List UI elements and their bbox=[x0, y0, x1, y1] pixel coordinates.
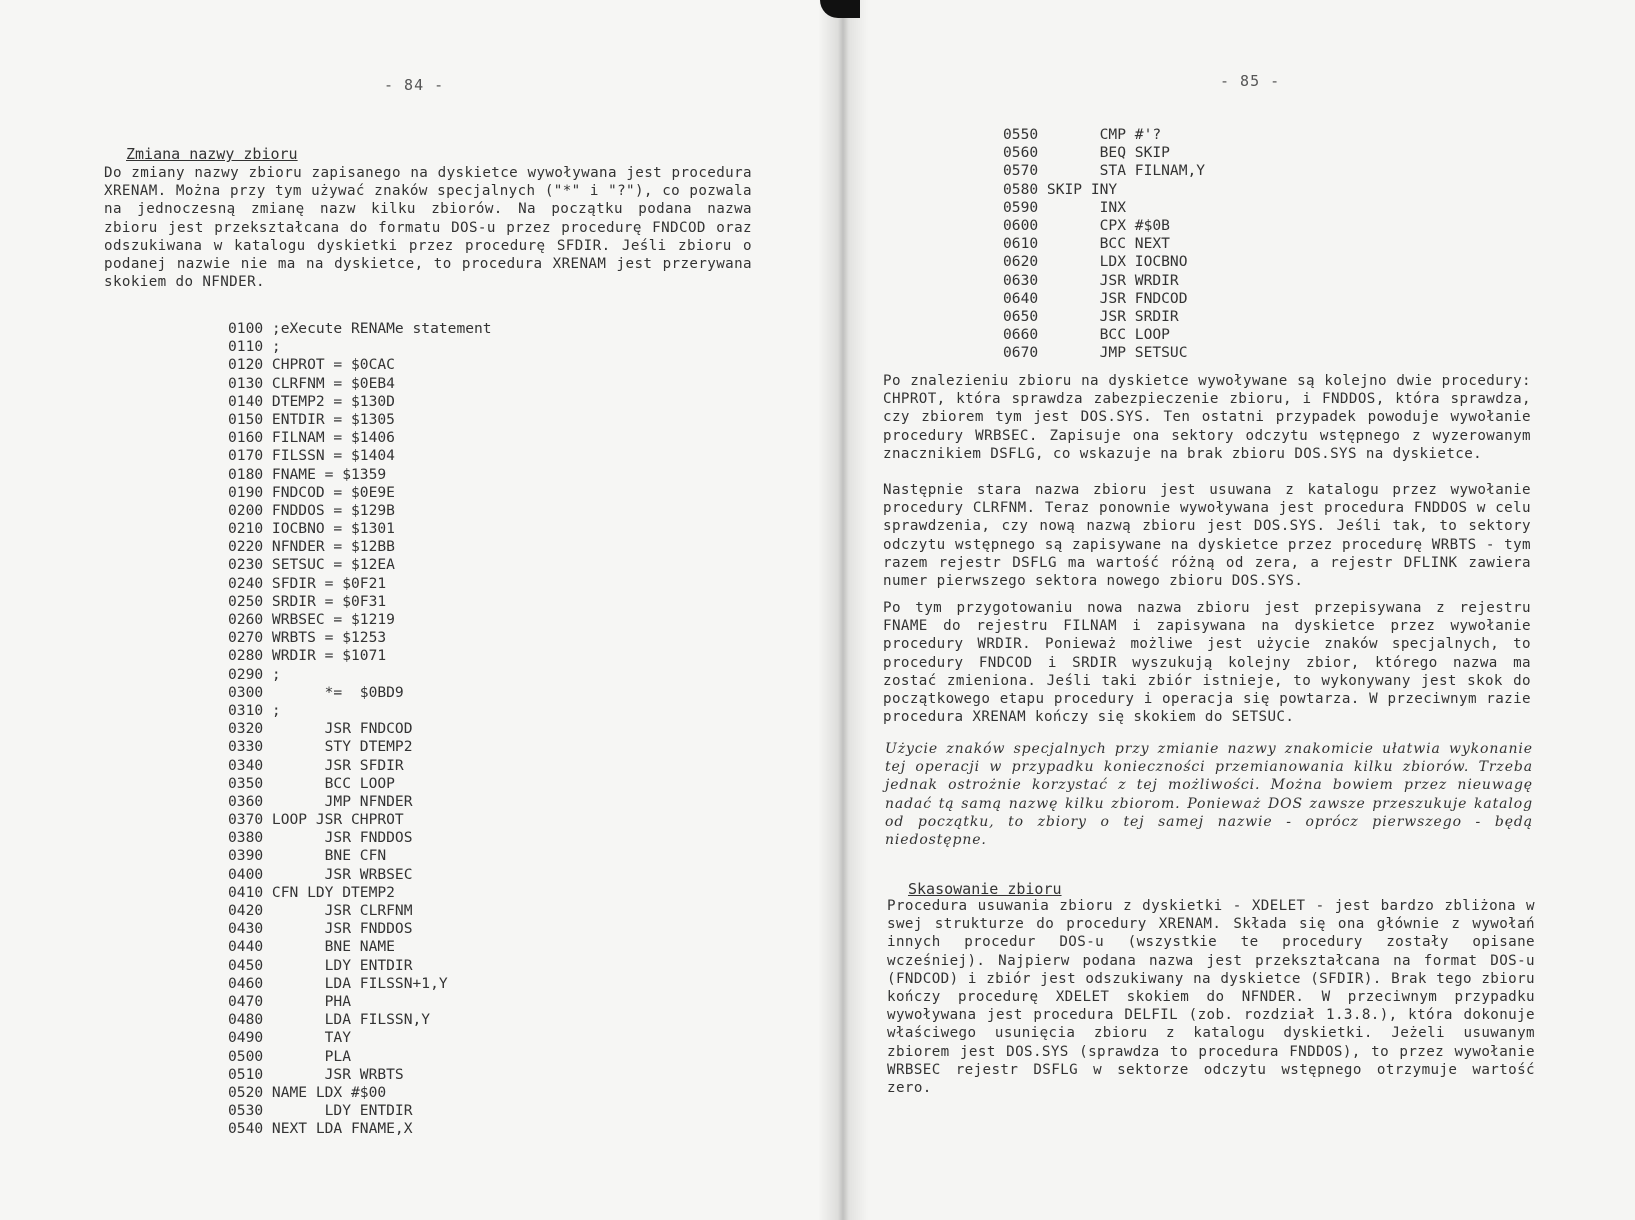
section-heading: Skasowanie zbioru bbox=[908, 880, 1062, 898]
code-line: 0570 STA FILNAM,Y bbox=[1003, 162, 1206, 180]
body-paragraph: Po tym przygotowaniu nowa nazwa zbioru jest przepisywana z rejestru FNAME do rejestru FILNAM i zapisywana na dyskietce przez wywołanie procedury WRDIR. Ponieważ możliwe jest użycie znaków specjalnych, to procedury FNDCOD i SRDIR wyszukują kolejny zbior, którego nazwa ma zostać zmieniona. Jeśli taki zbiór istnieje, to wykonywany jest skok do początkowego etapu procedury i operacja się powtarza. W przeciwnym razie procedura XRENAM kończy się skokiem do SETSUC. bbox=[883, 600, 1531, 726]
code-line: 0360 JMP NFNDER bbox=[228, 792, 413, 810]
section-heading: Zmiana nazwy zbioru bbox=[126, 145, 298, 163]
code-line: 0560 BEQ SKIP bbox=[1003, 144, 1170, 162]
code-line: 0580 SKIP INY bbox=[1003, 180, 1118, 198]
code-line: 0600 CPX #$0B bbox=[1003, 216, 1170, 234]
code-line: 0200 FNDDOS = $129B bbox=[228, 501, 395, 519]
code-line: 0540 NEXT LDA FNAME,X bbox=[228, 1120, 413, 1138]
body-paragraph: Następnie stara nazwa zbioru jest usuwana z katalogu przez wywołanie procedury CLRFNM. Teraz ponownie wywoływana jest procedura FNDDOS w celu sprawdzenia, czy nową nazwą zbioru jest DOS.SYS. Jeśli tak, to sektory odczytu wstępnego są zapisywane na dyskietce przez procedurę WRBTS - tym razem rejestr DSFLG ma wartość różną od zera, a rejestr DFLINK zawiera numer pierwszego sektora nowego zbioru DOS.SYS. bbox=[883, 482, 1531, 590]
code-line: 0130 CLRFNM = $0EB4 bbox=[228, 374, 395, 392]
italic-paragraph: Użycie znaków specjalnych przy zmianie nazwy znakomicie ułatwia wykonanie tej operacji w przypadku konieczności przemianowania kilku zbiorów. Trzeba jednak ostrożnie korzystać z tej możliwości. Można bowiem przez nieuwagę nadać tą samą nazwę kilku zbiorom. Ponieważ DOS zawsze przeszukuje katalog od początku, to zbiory o tej samej nazwie - oprócz pierwszego - będą niedostępne. bbox=[885, 741, 1533, 849]
code-line: 0190 FNDCOD = $0E9E bbox=[228, 483, 395, 501]
code-line: 0640 JSR FNDCOD bbox=[1003, 289, 1188, 307]
code-line: 0650 JSR SRDIR bbox=[1003, 307, 1179, 325]
code-line: 0120 CHPROT = $0CAC bbox=[228, 356, 395, 374]
code-line: 0400 JSR WRBSEC bbox=[228, 865, 413, 883]
code-line: 0180 FNAME = $1359 bbox=[228, 465, 387, 483]
code-line: 0430 JSR FNDDOS bbox=[228, 920, 413, 938]
code-line: 0350 BCC LOOP bbox=[228, 774, 395, 792]
code-line: 0170 FILSSN = $1404 bbox=[228, 447, 395, 465]
code-line: 0340 JSR SFDIR bbox=[228, 756, 404, 774]
code-line: 0530 LDY ENTDIR bbox=[228, 1102, 413, 1120]
page-number: - 85 - bbox=[1220, 72, 1281, 90]
code-line: 0390 BNE CFN bbox=[228, 847, 387, 865]
code-line: 0420 JSR CLRFNM bbox=[228, 902, 413, 919]
code-line: 0220 NFNDER = $12BB bbox=[228, 538, 395, 556]
code-line: 0470 PHA bbox=[228, 992, 352, 1010]
code-line: 0490 TAY bbox=[228, 1029, 352, 1047]
page-number: - 84 - bbox=[384, 76, 445, 94]
code-line: 0630 JSR WRDIR bbox=[1003, 271, 1179, 289]
code-line: 0660 BCC LOOP bbox=[1003, 326, 1170, 344]
code-line: 0290 ; bbox=[228, 665, 281, 683]
code-line: 0260 WRBSEC = $1219 bbox=[228, 611, 395, 628]
body-paragraph: Po znalezieniu zbioru na dyskietce wywoływane są kolejno dwie procedury: CHPROT, która sprawdza zabezpieczenie zbioru, i FNDDOS, która sprawdza, czy zbiorem tym jest DOS.SYS. Ten ostatni przypadek powoduje wywołanie procedury WRBSEC. Zapisuje ona sektory odczytu wstępnego z wyzerowanym znacznikiem DSFLG, co wskazuje na brak zbioru DOS.SYS na dyskietce. bbox=[883, 373, 1531, 462]
code-line: 0330 STY DTEMP2 bbox=[228, 738, 413, 756]
code-line: 0550 CMP #'? bbox=[1003, 126, 1162, 143]
code-line: 0160 FILNAM = $1406 bbox=[228, 429, 395, 447]
body-paragraph: Procedura usuwania zbioru z dyskietki - XDELET - jest bardzo zbliżona w swej strukturze do procedury XRENAM. Składa się ona głównie z wywołań innych procedur DOS-u (wszystkie te procedury zostały opisane wcześniej). Najpierw podana nazwa jest przekształcana na format DOS-u (FNDCOD) i zbiór jest odszukiwany na dyskietce (SFDIR). Brak tego zbioru kończy procedurę XDELET skokiem do NFNDER. W przeciwnym przypadku wywoływana jest procedura DELFIL (zob. rozdział 1.3.8.), która dokonuje właściwego usunięcia zbioru z katalogu dyskietki. Jeżeli usuwanym zbiorem jest DOS.SYS (sprawdza to procedura FNDDOS), to przez wywołanie WRBSEC rejestr DSFLG w sektorze odczytu wstępnego otrzymuje wartość zero. bbox=[887, 898, 1535, 1097]
code-line: 0240 SFDIR = $0F21 bbox=[228, 574, 387, 592]
code-line: 0620 LDX IOCBNO bbox=[1003, 253, 1188, 271]
code-line: 0670 JMP SETSUC bbox=[1003, 344, 1188, 362]
code-line: 0590 INX bbox=[1003, 198, 1127, 216]
code-listing bbox=[1003, 126, 1205, 362]
code-line: 0370 LOOP JSR CHPROT bbox=[228, 811, 404, 829]
book-gutter bbox=[818, 0, 868, 1220]
code-line: 0320 JSR FNDCOD bbox=[228, 720, 413, 738]
code-listing bbox=[228, 320, 492, 1138]
code-line: 0300 *= $0BD9 bbox=[228, 683, 404, 701]
code-line: 0450 LDY ENTDIR bbox=[228, 956, 413, 974]
code-line: 0140 DTEMP2 = $130D bbox=[228, 392, 395, 410]
code-line: 0230 SETSUC = $12EA bbox=[228, 556, 395, 574]
right-page bbox=[845, 0, 1635, 1220]
code-line: 0110 ; bbox=[228, 338, 281, 356]
code-line: 0150 ENTDIR = $1305 bbox=[228, 410, 395, 428]
code-line: 0270 WRBTS = $1253 bbox=[228, 629, 387, 647]
code-line: 0520 NAME LDX #$00 bbox=[228, 1083, 387, 1101]
code-line: 0410 CFN LDY DTEMP2 bbox=[228, 883, 395, 901]
code-line: 0210 IOCBNO = $1301 bbox=[228, 520, 395, 538]
code-line: 0380 JSR FNDDOS bbox=[228, 829, 413, 847]
code-line: 0440 BNE NAME bbox=[228, 938, 395, 956]
code-line: 0250 SRDIR = $0F31 bbox=[228, 592, 387, 610]
code-line: 0280 WRDIR = $1071 bbox=[228, 647, 387, 665]
code-line: 0510 JSR WRBTS bbox=[228, 1065, 404, 1083]
code-line: 0310 ; bbox=[228, 701, 281, 719]
code-line: 0500 PLA bbox=[228, 1047, 352, 1065]
code-line: 0480 LDA FILSSN,Y bbox=[228, 1011, 431, 1029]
body-paragraph: Do zmiany nazwy zbioru zapisanego na dyskietce wywoływana jest procedura XRENAM. Można przy tym używać znaków specjalnych ("*" i "?"), co pozwala na jednoczesną zmianę nazw kilku zbiorów. Na początku podana nazwa zbioru jest przekształcana do formatu DOS-u przez procedurę FNDCOD oraz odszukiwana w katalogu dyskietki przez procedurę SFDIR. Jeśli zbioru o podanej nazwie nie ma na dyskietce, to procedura XRENAM jest przerywana skokiem do NFNDER. bbox=[104, 165, 752, 291]
code-line: 0610 BCC NEXT bbox=[1003, 235, 1170, 253]
code-line: 0100 ;eXecute RENAMe statement bbox=[228, 320, 492, 337]
code-line: 0460 LDA FILSSN+1,Y bbox=[228, 974, 448, 992]
